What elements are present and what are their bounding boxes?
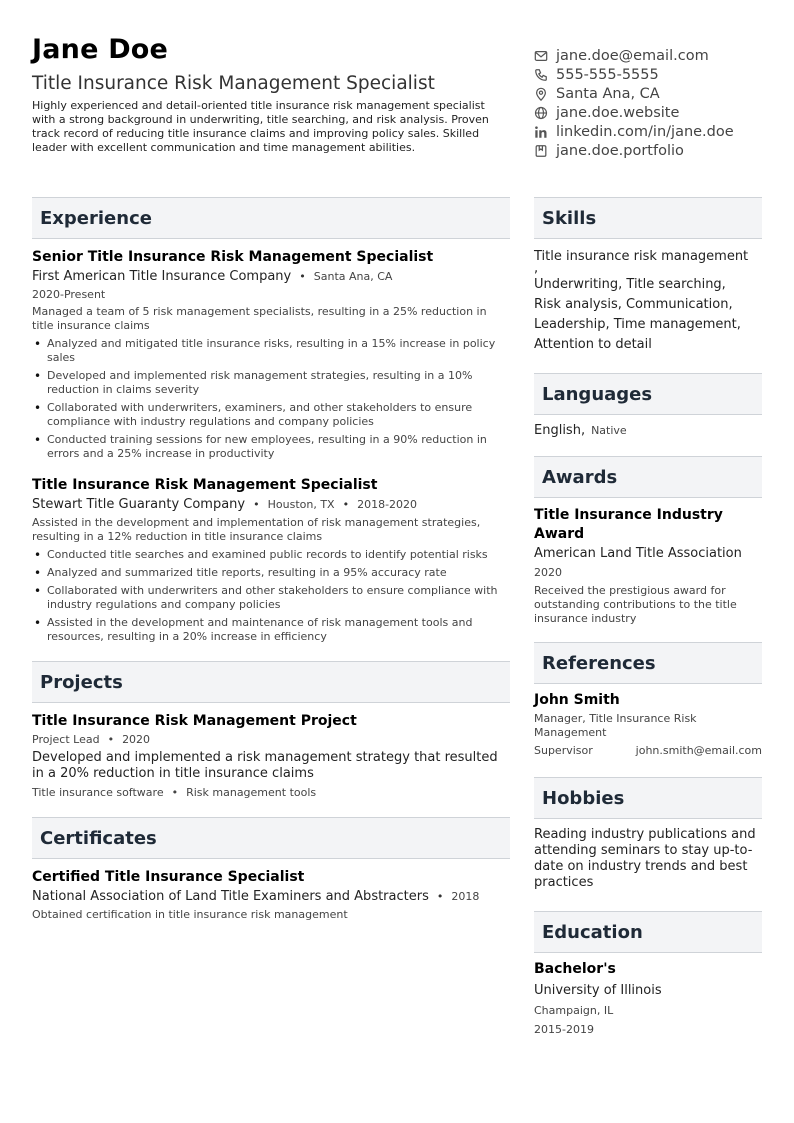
project-item xyxy=(32,713,510,799)
map-pin-icon xyxy=(534,87,548,101)
portfolio-text: jane.doe.portfolio xyxy=(556,142,684,159)
phone-text: 555-555-5555 xyxy=(556,66,659,83)
certificate-description: Obtained certification in title insurance risk management xyxy=(32,908,348,921)
certificate-item xyxy=(32,869,510,922)
project-meta xyxy=(32,733,510,746)
mail-icon xyxy=(534,49,548,63)
job-bullet: • Conducted training sessions for new employees, resulting in a 90% reduction in errors and a 25% increase in productivity xyxy=(32,433,510,461)
education-school: University of Illinois xyxy=(534,983,662,998)
certificate-issuer: National Association of Land Title Examiners and Abstracters xyxy=(32,889,429,904)
certificates-heading: Certificates xyxy=(32,817,510,859)
contact-website[interactable] xyxy=(534,103,774,122)
job-summary: Managed a team of 5 risk management specialists, resulting in a 25% reduction in title insurance claims xyxy=(32,305,487,332)
language-name: English, xyxy=(534,423,586,438)
job-bullet: • Assisted in the development and maintenance of risk management tools and resources, resulting in a 20% increase in efficiency xyxy=(32,616,510,644)
contact-info xyxy=(534,46,774,160)
separator-dot: • xyxy=(171,786,179,799)
reference-position: Manager, Title Insurance Risk Management xyxy=(534,712,697,739)
award-item xyxy=(534,506,762,626)
education-heading: Education xyxy=(534,911,762,953)
separator-dot: • xyxy=(299,270,306,283)
job-title: Title Insurance Risk Management Specialist xyxy=(32,477,378,493)
language-level: Native xyxy=(591,424,627,437)
contact-portfolio[interactable] xyxy=(534,141,774,160)
certificate-issuer-line xyxy=(32,889,510,904)
project-description: Developed and implemented a risk management strategy that resulted in a 20% reduction in title insurance claims xyxy=(32,750,498,781)
job-bullets xyxy=(32,548,510,644)
job-summary: Assisted in the development and implementation of risk management strategies, resulting in a 12% reduction in title insurance claims xyxy=(32,516,481,543)
job-bullet: • Developed and implemented risk management strategies, resulting in a 10% reduction in claims severity xyxy=(32,369,510,397)
job-title: Senior Title Insurance Risk Management Specialist xyxy=(32,249,434,265)
reference-name: John Smith xyxy=(534,692,620,708)
job-dates: 2018-2020 xyxy=(357,498,418,511)
reference-relation: Supervisor xyxy=(534,744,593,757)
reference-item xyxy=(534,692,762,757)
profile-summary: Highly experienced and detail-oriented title insurance risk management specialist with a strong background in underwriting, title searching, and risk analysis. Proven track record of reducing title insurance claims and improving policy sales. Skilled leader with excellent communication and time management abilities. xyxy=(32,99,489,154)
skill-line: Leadership, Time management, xyxy=(534,317,741,332)
contact-location xyxy=(534,84,774,103)
contact-email[interactable] xyxy=(534,46,774,65)
bookmark-icon xyxy=(534,144,548,158)
email-text: jane.doe@email.com xyxy=(556,47,709,64)
award-description: Received the prestigious award for outstanding contributions to the title insurance industry xyxy=(534,584,737,625)
project-tool: Title insurance software xyxy=(32,786,164,799)
project-tools xyxy=(32,786,510,799)
project-role: Project Lead xyxy=(32,733,100,746)
projects-heading: Projects xyxy=(32,661,510,703)
education-location: Champaign, IL xyxy=(534,1004,614,1017)
skills-list xyxy=(534,247,762,355)
references-heading: References xyxy=(534,642,762,684)
candidate-title: Title Insurance Risk Management Specialist xyxy=(32,73,435,94)
location-text: Santa Ana, CA xyxy=(556,85,660,102)
globe-icon xyxy=(534,106,548,120)
project-tool: Risk management tools xyxy=(186,786,317,799)
job-bullet: • Analyzed and summarized title reports, resulting in a 95% accuracy rate xyxy=(32,566,510,580)
project-title: Title Insurance Risk Management Project xyxy=(32,713,357,729)
skills-heading: Skills xyxy=(534,197,762,239)
right-column xyxy=(534,197,762,1037)
languages-heading: Languages xyxy=(534,373,762,415)
language-item xyxy=(534,423,762,438)
reference-contact-row xyxy=(534,744,762,757)
separator-dot: • xyxy=(436,890,444,903)
job-bullet: • Conducted title searches and examined public records to identify potential risks xyxy=(32,548,510,562)
job-bullet: • Collaborated with underwriters and other stakeholders to ensure compliance with industry regulations and company policies xyxy=(32,584,510,612)
website-text: jane.doe.website xyxy=(556,104,680,121)
contact-phone[interactable] xyxy=(534,65,774,84)
education-degree: Bachelor's xyxy=(534,961,616,977)
job-location: Houston, TX xyxy=(267,498,335,511)
company-name: Stewart Title Guaranty Company xyxy=(32,497,246,512)
job-company-line xyxy=(32,269,510,284)
company-name: First American Title Insurance Company xyxy=(32,269,292,284)
hobbies-text: Reading industry publications and attending seminars to stay up-to-date on industry trends and best practices xyxy=(534,827,756,890)
phone-icon xyxy=(534,68,548,82)
job-dates: 2020-Present xyxy=(32,288,106,301)
linkedin-text: linkedin.com/in/jane.doe xyxy=(556,123,734,140)
skill-line: Underwriting, Title searching, xyxy=(534,277,726,292)
hobbies-heading: Hobbies xyxy=(534,777,762,819)
contact-linkedin[interactable] xyxy=(534,122,774,141)
separator-dot: • xyxy=(253,498,260,511)
job-bullet: • Analyzed and mitigated title insurance risks, resulting in a 15% increase in policy sales xyxy=(32,337,510,365)
education-dates: 2015-2019 xyxy=(534,1023,594,1036)
certificate-year: 2018 xyxy=(451,890,480,903)
separator-dot: • xyxy=(107,733,115,746)
skill-line: , xyxy=(534,261,539,276)
award-organization: American Land Title Association xyxy=(534,546,742,561)
skill-line: Attention to detail xyxy=(534,337,652,352)
job-bullet: • Collaborated with underwriters, examiners, and other stakeholders to ensure compliance with industry regulations and company policies xyxy=(32,401,510,429)
job-location: Santa Ana, CA xyxy=(313,270,393,283)
separator-dot: • xyxy=(342,498,350,511)
linkedin-icon xyxy=(534,125,548,139)
job-company-line xyxy=(32,497,510,512)
experience-item xyxy=(32,477,510,644)
awards-heading: Awards xyxy=(534,456,762,498)
candidate-name: Jane Doe xyxy=(32,34,169,65)
skill-line: Risk analysis, Communication, xyxy=(534,297,733,312)
certificate-title: Certified Title Insurance Specialist xyxy=(32,869,305,885)
job-bullets xyxy=(32,337,510,461)
award-year: 2020 xyxy=(534,566,562,579)
left-column xyxy=(32,197,510,922)
reference-email[interactable]: john.smith@email.com xyxy=(635,744,762,757)
experience-item xyxy=(32,249,510,461)
experience-heading: Experience xyxy=(32,197,510,239)
education-item xyxy=(534,961,762,1037)
skill-line: Title insurance risk management xyxy=(534,249,749,264)
project-year: 2020 xyxy=(122,733,151,746)
award-title: Title Insurance Industry Award xyxy=(534,507,723,542)
